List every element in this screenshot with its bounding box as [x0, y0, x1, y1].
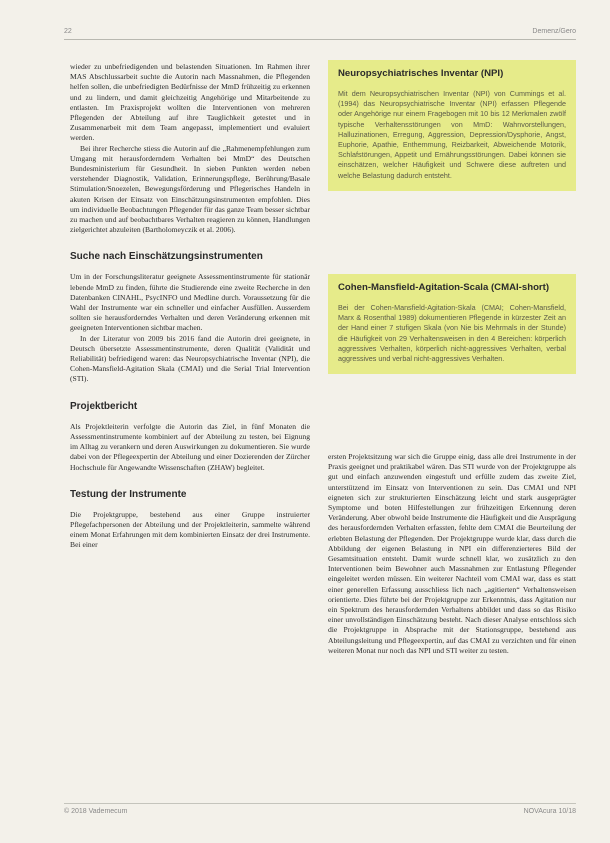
body-paragraph: Als Projektleiterin verfolgte die Autorin das Ziel, in fünf Monaten die Assessmentinstrumente kombiniert auf der Abteilung zu testen, bei Eignung im Alltag zu verankern und deren Auswirkungen zu dokumentieren. Sie wurde dabei von der Pflegeexpertin der Abteilung und einer Dozierenden der Zürcher Hochschule für Angewandte Wissenschaften (ZHAW) begleitet. — [70, 421, 310, 472]
body-paragraph: ersten Projektsitzung war sich die Gruppe einig, dass alle drei Instrumente in der Praxis geeignet und praktikabel wären. Das STI wurde von der Projektgruppe als gut und einfach anzuwenden eingestuft und erfülle zudem das zweite Ziel, unterstützend im Einsatz von Interventionen zu sein. Das CMAI und NPI eigneten sich zur strukturierten Einschätzung leicht und stark ausgeprägter Symptome und boten Hilfestellungen zur frühzeitigen Erkennung deren Veränderung. Aber obwohl beide Instrumente die Häufigkeit und die Ausprägung des herausfordernden Verhalten erfassten, fehlte dem CMAI die Beurteilung der erlebten Belastung der Pflegenden. Der Projektgruppe wurde klar, dass durch die Abbildung der eigenen Belastung in NPI ein differenzierteres Bild der Gesamtsituation entsteht. Damit wurde schnell klar, wo zusätzlich zu den Interventionen beim Bewohner auch Massnahmen zur Entlastung Pflegender eingeleitet werden müssen. Ein weiterer Nachteil vom CMAI war, dass es statt einer generellen Erfassung ausschliess lich nach „agitierten“ Verhaltensweisen orientierte. Dies führte bei der Projektgruppe zur Erkenntnis, dass Agitation nur ein Spektrum des herausfordernden Verhaltens abbildet und dass so das Risiko einer unvollständigen Einschätzung besteht. Nach dieser Analyse entschloss sich die Projektgruppe in Absprache mit der Stationsgruppe, bestehend aus Abteilungsleitung und Pflegeexpertin, auf das CMAI zu verzichten und für einen weiteren Monat nur noch das NPI und STI weiter zu testen. — [328, 452, 576, 655]
intro-paragraph: wieder zu unbefriedigenden und belastenden Situationen. Im Rahmen ihrer MAS Abschlussarbeit suchte die Autorin nach Massnahmen, die Pflegenden helfen sollen, die unbefriedigten Bedürfnisse der MmD frühzeitig zu erkennen und zu lindern, und damit gleichzeitig Angehörige und Mitarbeitende zu entlasten. Im Praxisprojekt wollten die Interventionen von mehreren Pflegenden der Abteilung auf ihre Tauglichkeit getestet und in Zusammenarbeit mit dem Team angepasst, implementiert und evaluiert werden. — [70, 62, 310, 143]
section-label: Demenz/Gero — [532, 28, 576, 35]
heading-projektbericht: Projektbericht — [70, 400, 138, 412]
header-rule — [64, 39, 576, 40]
box-title: Neuropsychiatrisches Inventar (NPI) — [338, 68, 504, 79]
page-footer — [64, 808, 576, 820]
box-title: Cohen-Mansfield-Agitation-Scala (CMAI-short) — [338, 282, 550, 293]
box-text: Bei der Cohen-Mansfield-Agitation-Skala (CMAI; Cohen-Mansfield, Marx & Rosenthal 1989) dokumentieren Pflegende in kürzester Zeit an der Hand einer 7 stufigen Skala (von Nie bis Mehrmals in der Stunde) die Häufigkeit von 29 Verhaltensweisen in den 4 Bereichen: körperlich aggressives Verhalten, körperlich nicht-aggressives Verhalten, verbal aggressives und verbal nicht-aggressives Verhalten. — [338, 303, 566, 364]
footer-right: NOVAcura 10/18 — [523, 808, 576, 815]
box-text: Mit dem Neuropsychiatrischen Inventar (NPI) von Cummings et al. (1994) das Neuropsychiatrische Inventar (NPI) erfassen Pflegende oder Angehörige nur einem Fragebogen mit 10 bis 12 Merkmalen zwölf typische Verhaltensstörungen von MmD: Wahnvorstellungen, Halluzinationen, Erregung, Aggression, Depression/Dysphorie, Angst, Euphorie, Apathie, Enthemmung, Reizbarkeit, Abweichende Motorik, Schlafstörungen, Appetit und Ernährungsstörungen. Dabei können sie einschätzen, welcher Häufigkeit und Schwere diese auftreten und welche Belastung dadurch entsteht. — [338, 89, 566, 180]
body-paragraph: Um in der Forschungsliteratur geeignete Assessmentinstrumente für stationär lebende MmD zu finden, führte die Studierende eine zweite Recherche in den Datenbanken CINAHL, PsycINFO und Medline durch. Voraussetzung für die Wahl der Instrumente war ein schneller und einfacher Ausfüllen. Ausserdem sollten sie herausforderndes Verhalten und deren Veränderung erkennen mit geeigneten Interventionen sichtbar machen. — [70, 272, 310, 333]
footer-rule — [64, 803, 576, 804]
intro-paragraph: Bei ihrer Recherche stiess die Autorin auf die „Rahmenempfehlungen zum Umgang mit herausforderndem Verhalten bei MmD“ des Deutschen Bundesministerium für Gesundheit. In sieben Punkten werden neben verstehender Diagnostik, Validation, Erinnerungspflege, Berührung/Basale Stimulation/Snoezelen, Bewegungsförderung und Pflegerisches Handeln in akuten Krisen der Einsatz von Einschätzungsinstrumenten empfohlen. Dies um individuelle Beobachtungen Pflegender für das ganze Team besser sichtbar zu machen und auf beobachtbares Verhalten reagieren zu können, Handlungen zielgerichtet abzuleiten (Bartholomeyczik et al. 2006). — [70, 143, 310, 235]
info-box-npi — [328, 60, 576, 191]
footer-left: © 2018 Vademecum — [64, 808, 128, 815]
right-column — [328, 452, 576, 656]
page-number: 22 — [64, 28, 72, 35]
left-column — [70, 62, 310, 551]
body-paragraph: Die Projektgruppe, bestehend aus einer Gruppe instruierter Pflegefachpersonen der Abteilung und der Projektleiterin, sammelte während einem Monat Erfahrungen mit dem kombinierten Einsatz der drei Instrumente. Bei einer — [70, 509, 310, 550]
body-paragraph: In der Literatur von 2009 bis 2016 fand die Autorin drei geeignete, in Deutsch übersetzte Assessmentinstrumente, deren Qualität (Validität und Reliabilität) befriedigend waren: das Neuropsychiatrische Inventar (NPI), die Cohen-Mansfield-Agitation Skala (CMAI) und die Serial Trial Intervention (STI). — [70, 333, 310, 384]
heading-testung: Testung der Instrumente — [70, 488, 187, 500]
heading-suche: Suche nach Einschätzungsinstrumenten — [70, 251, 263, 263]
info-box-cmai — [328, 274, 576, 374]
